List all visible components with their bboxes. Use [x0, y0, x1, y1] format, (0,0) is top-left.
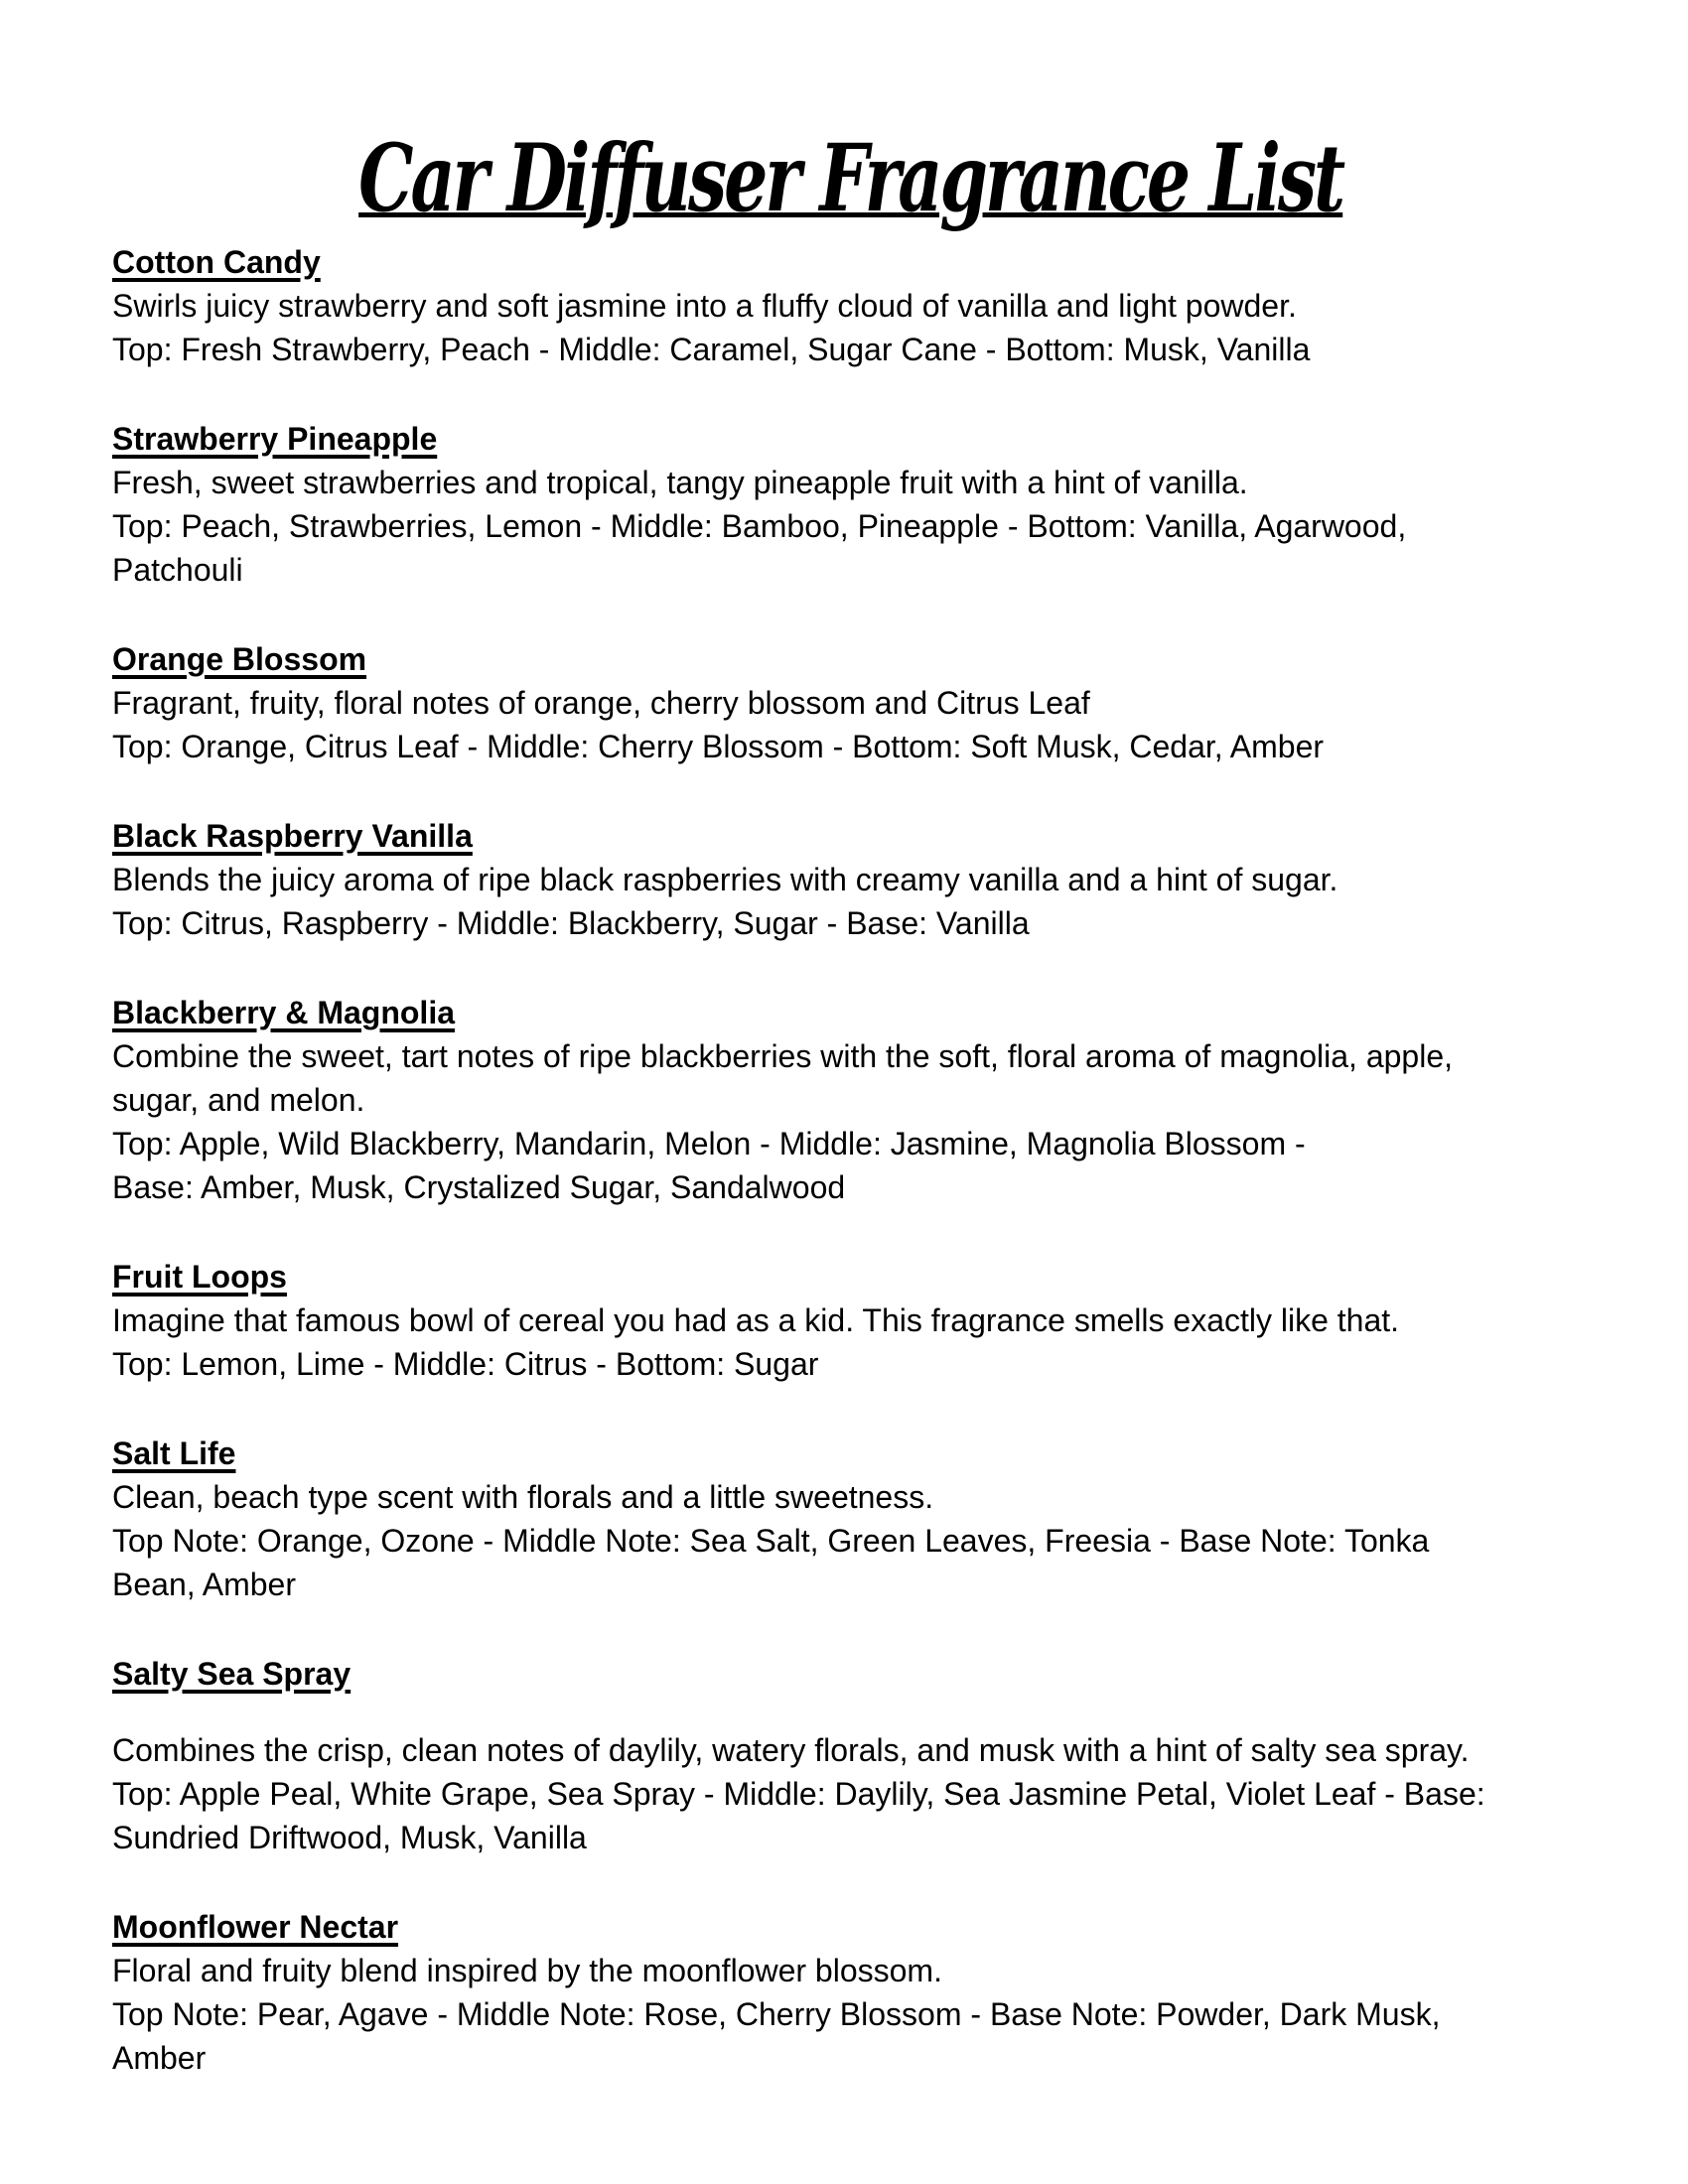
fragrance-description-line: Fragrant, fruity, floral notes of orange, cherry blossom and Citrus Leaf — [112, 685, 1090, 721]
fragrance-description-line: Combine the sweet, tart notes of ripe blackberries with the soft, floral aroma of magnolia, apple, — [112, 1038, 1454, 1074]
title-area — [112, 0, 1589, 233]
fragrance-notes-line: Top: Citrus, Raspberry - Middle: Blackberry, Sugar - Base: Vanilla — [112, 905, 1030, 941]
fragrance-description-line: Imagine that famous bowl of cereal you had as a kid. This fragrance smells exactly like that. — [112, 1302, 1400, 1338]
fragrance-name: Moonflower Nectar — [112, 1909, 399, 1945]
fragrance-name: Cotton Candy — [112, 244, 321, 280]
fragrance-section-strawberry-pineapple — [112, 417, 1589, 592]
fragrance-name: Orange Blossom — [112, 641, 367, 677]
fragrance-notes-line: Patchouli — [112, 552, 243, 588]
fragrance-section-cotton-candy — [112, 240, 1589, 371]
fragrance-name: Black Raspberry Vanilla — [112, 818, 473, 854]
fragrance-notes-line: Top: Orange, Citrus Leaf - Middle: Cherry Blossom - Bottom: Soft Musk, Cedar, Amber — [112, 729, 1325, 764]
fragrance-name: Fruit Loops — [112, 1259, 287, 1295]
fragrance-section-fruit-loops — [112, 1255, 1589, 1386]
fragrance-description-line: Floral and fruity blend inspired by the moonflower blossom. — [112, 1953, 942, 1988]
fragrance-section-salt-life — [112, 1432, 1589, 1606]
fragrance-name: Strawberry Pineapple — [112, 421, 438, 457]
fragrance-description-line: Clean, beach type scent with florals and a little sweetness. — [112, 1479, 934, 1515]
fragrance-notes-line: Bean, Amber — [112, 1567, 296, 1602]
fragrance-description-line: Swirls juicy strawberry and soft jasmine into a fluffy cloud of vanilla and light powder. — [112, 288, 1297, 324]
fragrance-notes-line: Top: Peach, Strawberries, Lemon - Middle: Bamboo, Pineapple - Bottom: Vanilla, Agarwood, — [112, 508, 1407, 544]
fragrance-section-moonflower-nectar — [112, 1905, 1589, 2080]
fragrance-section-salty-sea-spray — [112, 1652, 1589, 1859]
fragrance-notes-line: Top Note: Orange, Ozone - Middle Note: Sea Salt, Green Leaves, Freesia - Base Note: Tonka — [112, 1523, 1430, 1559]
fragrance-notes-line: Sundried Driftwood, Musk, Vanilla — [112, 1820, 587, 1855]
page-title: Car Diffuser Fragrance List — [357, 123, 1343, 233]
fragrance-section-black-raspberry-vanilla — [112, 814, 1589, 945]
fragrance-notes-line: Top: Lemon, Lime - Middle: Citrus - Bottom: Sugar — [112, 1346, 819, 1382]
fragrance-name: Blackberry & Magnolia — [112, 995, 455, 1030]
fragrance-section-orange-blossom — [112, 637, 1589, 768]
fragrance-notes-line: Top Note: Pear, Agave - Middle Note: Rose, Cherry Blossom - Base Note: Powder, Dark Musk, — [112, 1996, 1441, 2032]
fragrance-notes-line: Top: Apple, Wild Blackberry, Mandarin, Melon - Middle: Jasmine, Magnolia Blossom - — [112, 1126, 1306, 1161]
fragrance-notes-line: Amber — [112, 2040, 207, 2076]
fragrance-description-line: Blends the juicy aroma of ripe black raspberries with creamy vanilla and a hint of sugar. — [112, 862, 1338, 897]
fragrance-description-line: Fresh, sweet strawberries and tropical, tangy pineapple fruit with a hint of vanilla. — [112, 465, 1248, 500]
fragrance-notes-line: Base: Amber, Musk, Crystalized Sugar, Sandalwood — [112, 1169, 846, 1205]
fragrance-section-blackberry-magnolia — [112, 991, 1589, 1209]
fragrance-name: Salt Life — [112, 1435, 236, 1471]
fragrance-description-line: Combines the crisp, clean notes of daylily, watery florals, and musk with a hint of salty sea spray. — [112, 1732, 1470, 1768]
fragrance-notes-line: Top: Apple Peal, White Grape, Sea Spray - Middle: Daylily, Sea Jasmine Petal, Violet Leaf - Base: — [112, 1776, 1485, 1812]
fragrance-name: Salty Sea Spray — [112, 1656, 352, 1692]
fragrance-notes-line: Top: Fresh Strawberry, Peach - Middle: Caramel, Sugar Cane - Bottom: Musk, Vanilla — [112, 332, 1311, 367]
fragrance-description-line: sugar, and melon. — [112, 1082, 365, 1118]
